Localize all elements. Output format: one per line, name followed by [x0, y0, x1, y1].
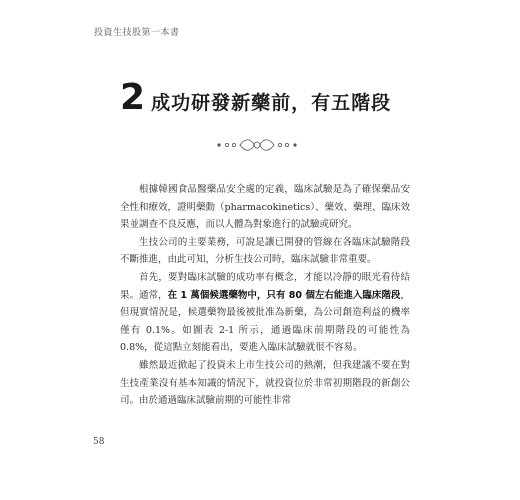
running-head: 投資生技股第一本書 [94, 28, 180, 38]
paragraph-3-emphasis: 在 1 萬個候選藥物中，只有 80 個左右能進入臨床階段 [167, 289, 401, 301]
paragraph-3-rest: ，但現實情況是，候選藥物最後被批准為新藥，為公司創造利益的機率僅有 0.1%。如圖表 2-1 所示，通過臨床前期階段的可能性為 0.8%，從這點立刻能看出，要進入臨床試驗就很不容易。 [120, 289, 410, 354]
chapter-title: 成功研發新藥前，有五階段 [151, 91, 392, 114]
chapter-heading [120, 77, 392, 118]
paragraph-3 [120, 269, 410, 357]
page-number: 58 [93, 437, 105, 447]
paragraph-4: 雖然最近掀起了投資未上市生技公司的熱潮，但我建議不要在對生技產業沒有基本知識的情況下，就投資位於非常初期階段的新創公司。由於通過臨床試驗前期的可能性非常 [120, 359, 410, 407]
paragraph-3-lead: 首先，要對臨床試驗的成功率有概念，才能以冷靜的眼光看待結果。通常， [120, 271, 410, 301]
chapter-number: 2 [120, 77, 146, 118]
body-text [120, 181, 410, 410]
paragraph-1: 根據韓國食品醫藥品安全處的定義，臨床試驗是為了確保藥品安全性和療效，證明藥動（pharmacokinetics）、藥效、藥理、臨床效果並調查不良反應，而以人體為對象進行的試驗或研究。 [120, 184, 410, 231]
scroll-ornament-icon [207, 137, 307, 153]
paragraph-2: 生技公司的主要業務，可說是讓已開發的管線在各臨床試驗階段不斷推進，由此可知，分析生技公司時，臨床試驗非常重要。 [120, 236, 410, 266]
